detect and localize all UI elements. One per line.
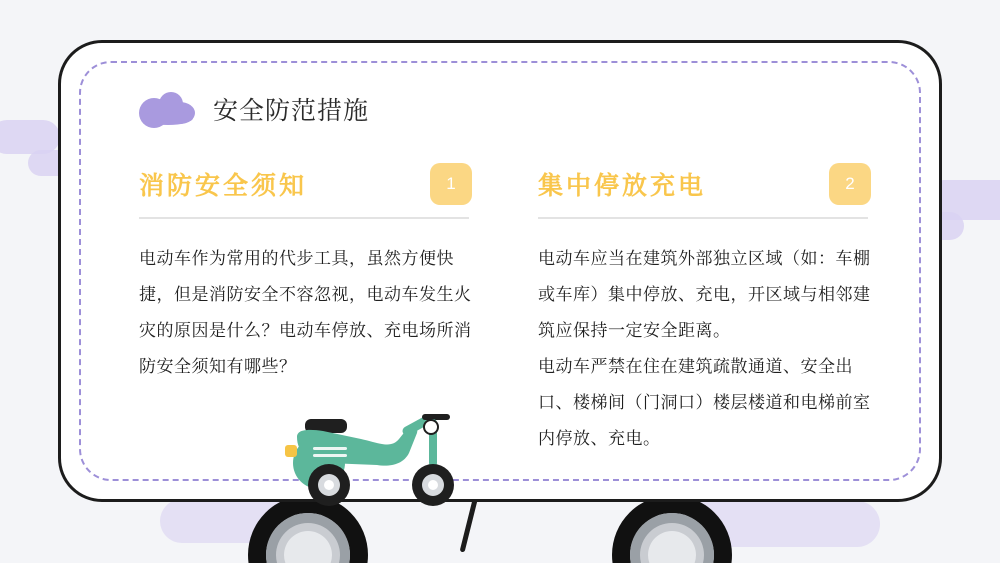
column-1-badge: 1 bbox=[430, 163, 472, 205]
column-1-body bbox=[139, 241, 479, 385]
slide-header bbox=[139, 91, 369, 127]
scooter-illustration bbox=[257, 401, 487, 511]
column-centralized-parking bbox=[538, 163, 879, 457]
content-card bbox=[58, 40, 942, 502]
column-2-paragraph-2: 电动车严禁在住在建筑疏散通道、安全出口、楼梯间（门洞口）楼层楼道和电梯前室内停放、充电。 bbox=[538, 357, 871, 448]
columns-container bbox=[139, 163, 879, 457]
column-2-title: 集中停放充电 bbox=[538, 172, 707, 200]
column-1-divider bbox=[139, 217, 469, 219]
column-2-badge: 2 bbox=[829, 163, 871, 205]
cloud-icon bbox=[139, 92, 195, 126]
column-fire-safety bbox=[139, 163, 480, 457]
column-1-title: 消防安全须知 bbox=[139, 172, 308, 200]
column-1-header bbox=[139, 163, 480, 205]
column-2-divider bbox=[538, 217, 868, 219]
column-2-paragraph-1: 电动车应当在建筑外部独立区域（如：车棚或车库）集中停放、充电，开区域与相邻建筑应保持一定安全距离。 bbox=[538, 249, 871, 340]
column-2-body bbox=[538, 241, 878, 457]
page-title: 安全防范措施 bbox=[213, 97, 370, 125]
cloud-blob-left-1 bbox=[0, 120, 60, 154]
column-2-header bbox=[538, 163, 879, 205]
column-1-paragraph: 电动车作为常用的代步工具，虽然方便快捷，但是消防安全不容忽视，电动车发生火灾的原因是什么？电动车停放、充电场所消防安全须知有哪些？ bbox=[139, 249, 472, 376]
